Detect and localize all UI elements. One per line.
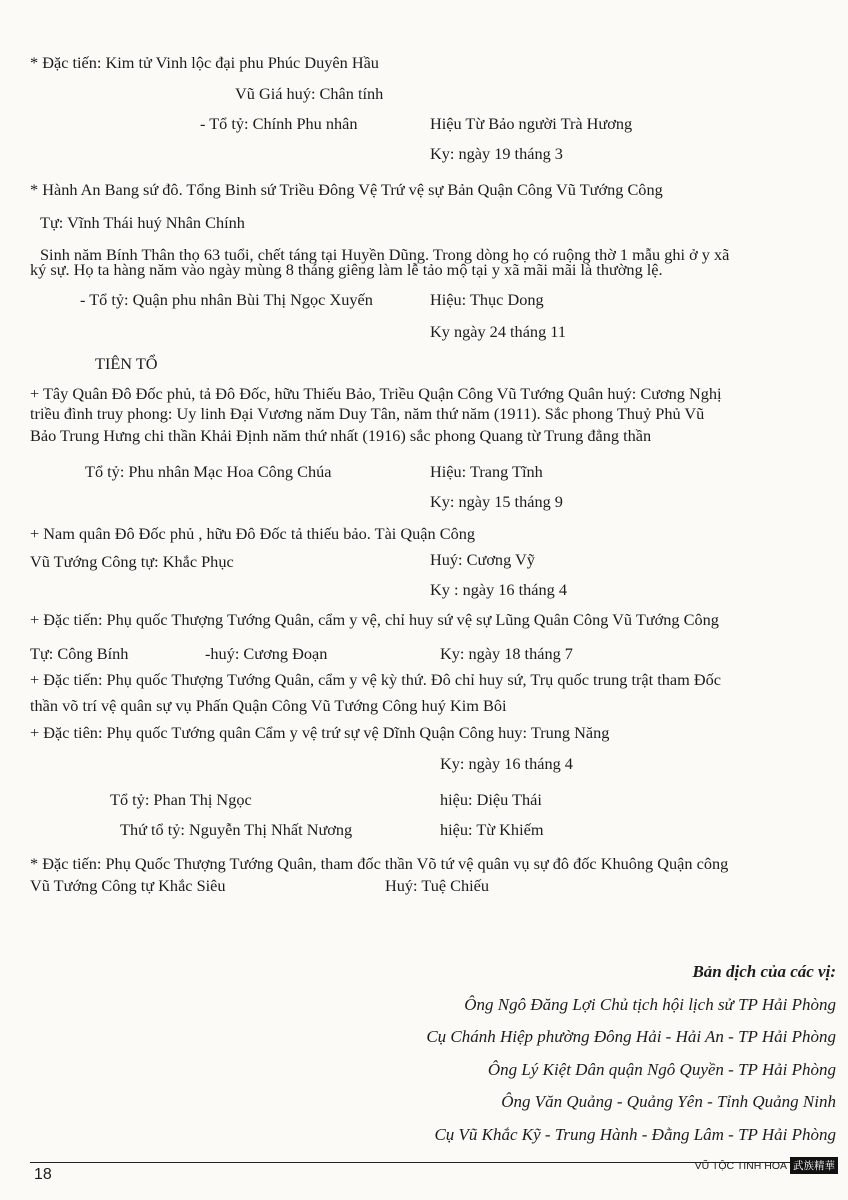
entry-vu-gia-name: Vũ Giá huý: Chân tính [235, 84, 384, 103]
section-tien-to: TIÊN TỔ [95, 354, 158, 373]
credit-line: Ông Lý Kiệt Dân quận Ngô Quyền - TP Hải Phòng [487, 1059, 836, 1079]
entry-lung-quan-cong: + Đặc tiến: Phụ quốc Thượng Tướng Quân, cẩm y vệ, chỉ huy sứ vệ sự Lũng Quân Công Vũ Tướng Công [30, 610, 719, 629]
entry-ky-16-4-a: Ky : ngày 16 tháng 4 [430, 580, 568, 599]
credit-line: Ông Ngô Đăng Lợi Chủ tịch hội lịch sử TP Hải Phòng [464, 994, 836, 1014]
entry-tay-quan-line3: Bảo Trung Hưng chi thần Khải Định năm thứ nhất (1916) sắc phong Quang từ Trung đẳng thần [30, 426, 652, 445]
entry-cong-binh: Tự: Công Bính [30, 644, 129, 663]
entry-phuc-duyen-hau: * Đặc tiến: Kim tử Vinh lộc đại phu Phúc Duyên Hầu [30, 53, 379, 72]
entry-hieu-tu-khiem: hiệu: Từ Khiếm [440, 820, 544, 839]
entry-phan-quan-line2: thần võ trí vệ quân sự vụ Phấn Quận Công Vũ Tướng Công huý Kim Bôi [30, 696, 507, 715]
entry-ky-15-9: Ky: ngày 15 tháng 9 [430, 492, 563, 511]
brand-han-text: 武族精華 [790, 1157, 838, 1174]
brand-text: VŨ TỘC TINH HOA [694, 1159, 787, 1172]
entry-thu-to-ty: Thứ tổ tỷ: Nguyễn Thị Nhất Nương [120, 820, 353, 839]
entry-ky-16-4-b: Ky: ngày 16 tháng 4 [440, 754, 573, 773]
translator-credits [426, 956, 836, 1151]
credits-title: Bản dịch của các vị: [692, 962, 836, 981]
entry-ban-quan-cong: * Hành An Bang sứ đô. Tổng Binh sứ Triều Đông Vệ Trứ vệ sự Bản Quận Công Vũ Tướng Công [30, 180, 663, 199]
entry-huy-cuong-doan: -huý: Cương Đoạn [205, 644, 328, 663]
entry-ky-24-11: Ky ngày 24 tháng 11 [430, 322, 566, 341]
page-number: 18 [34, 1166, 52, 1183]
entry-hieu-dieu-thai: hiệu: Diệu Thái [440, 790, 542, 809]
credit-line: Cụ Chánh Hiệp phường Đông Hải - Hải An - TP Hải Phòng [426, 1027, 836, 1046]
entry-birth-line1: Sinh năm Bính Thân thọ 63 tuổi, chết táng tại Huyền Dũng. Trong dòng họ có ruộng thờ 1 mẫu ghi ở y xã [40, 245, 730, 264]
entry-hieu-tu-bao: Hiệu Từ Bảo người Trà Hương [430, 114, 633, 133]
footer-brand [695, 1157, 838, 1174]
entry-dinh-quan-cong: + Đặc tiên: Phụ quốc Tướng quân Cẩm y vệ trứ sự vệ Dĩnh Quận Công huy: Trung Năng [30, 723, 610, 742]
entry-tay-quan-line1: + Tây Quân Đô Đốc phủ, tả Đô Đốc, hữu Thiếu Bảo, Triều Quận Công Vũ Tướng Quân huý: Cương Nghị [30, 384, 722, 403]
entry-khac-sieu: Vũ Tướng Công tự Khắc Siêu [30, 876, 226, 895]
entry-tay-quan-line2: triều đình truy phong: Uy linh Đại Vương năm Duy Tân, năm thứ năm (1911). Sắc phong Thuỷ Phủ Vũ [30, 404, 705, 423]
entry-huy-tue-chieu: Huý: Tuệ Chiếu [385, 876, 490, 895]
entry-to-ty-mac: Tổ tỷ: Phu nhân Mạc Hoa Công Chúa [85, 462, 332, 481]
entry-to-ty-chinh: - Tổ tỷ: Chính Phu nhân [200, 114, 358, 133]
entry-hieu-thuc-dong: Hiệu: Thục Dong [430, 290, 544, 309]
entry-vinh-thai: Tự: Vĩnh Thái huý Nhân Chính [40, 213, 245, 232]
entry-birth-line2: ký sự. Họ ta hàng năm vào ngày mùng 8 tháng giêng làm lễ tảo mộ tại y xã mãi mãi là thường lệ. [30, 260, 663, 279]
entry-phan-quan-line1: + Đặc tiến: Phụ quốc Thượng Tướng Quân, cẩm y vệ kỳ thứ. Đô chỉ huy sứ, Trụ quốc trung trật tham Đốc [30, 670, 722, 689]
entry-khac-phuc: Vũ Tướng Công tự: Khắc Phục [30, 552, 234, 571]
entry-to-ty-bui: - Tổ tỷ: Quận phu nhân Bùi Thị Ngọc Xuyến [80, 290, 373, 309]
credit-line: Cụ Vũ Khắc Kỹ - Trung Hành - Đằng Lâm - TP Hải Phòng [434, 1124, 836, 1144]
entry-huy-cuong-vy: Huý: Cương Vỹ [430, 550, 535, 569]
credit-line: Ông Văn Quảng - Quảng Yên - Tỉnh Quảng Ninh [501, 1092, 836, 1111]
entry-hieu-trang-tinh: Hiệu: Trang Tĩnh [430, 462, 543, 481]
entry-ky-19-3: Ky: ngày 19 tháng 3 [430, 144, 563, 163]
entry-ky-18-7: Ky: ngày 18 tháng 7 [440, 644, 573, 663]
entry-khuong-quan-cong: * Đặc tiến: Phụ Quốc Thượng Tướng Quân, tham đốc thần Võ tứ vệ quân vụ sự đô đốc Khuông Quận công [30, 854, 729, 873]
entry-to-ty-phan: Tổ tỷ: Phan Thị Ngọc [110, 790, 252, 809]
entry-nam-quan: + Nam quân Đô Đốc phủ , hữu Đô Đốc tả thiếu bảo. Tài Quận Công [30, 524, 476, 543]
